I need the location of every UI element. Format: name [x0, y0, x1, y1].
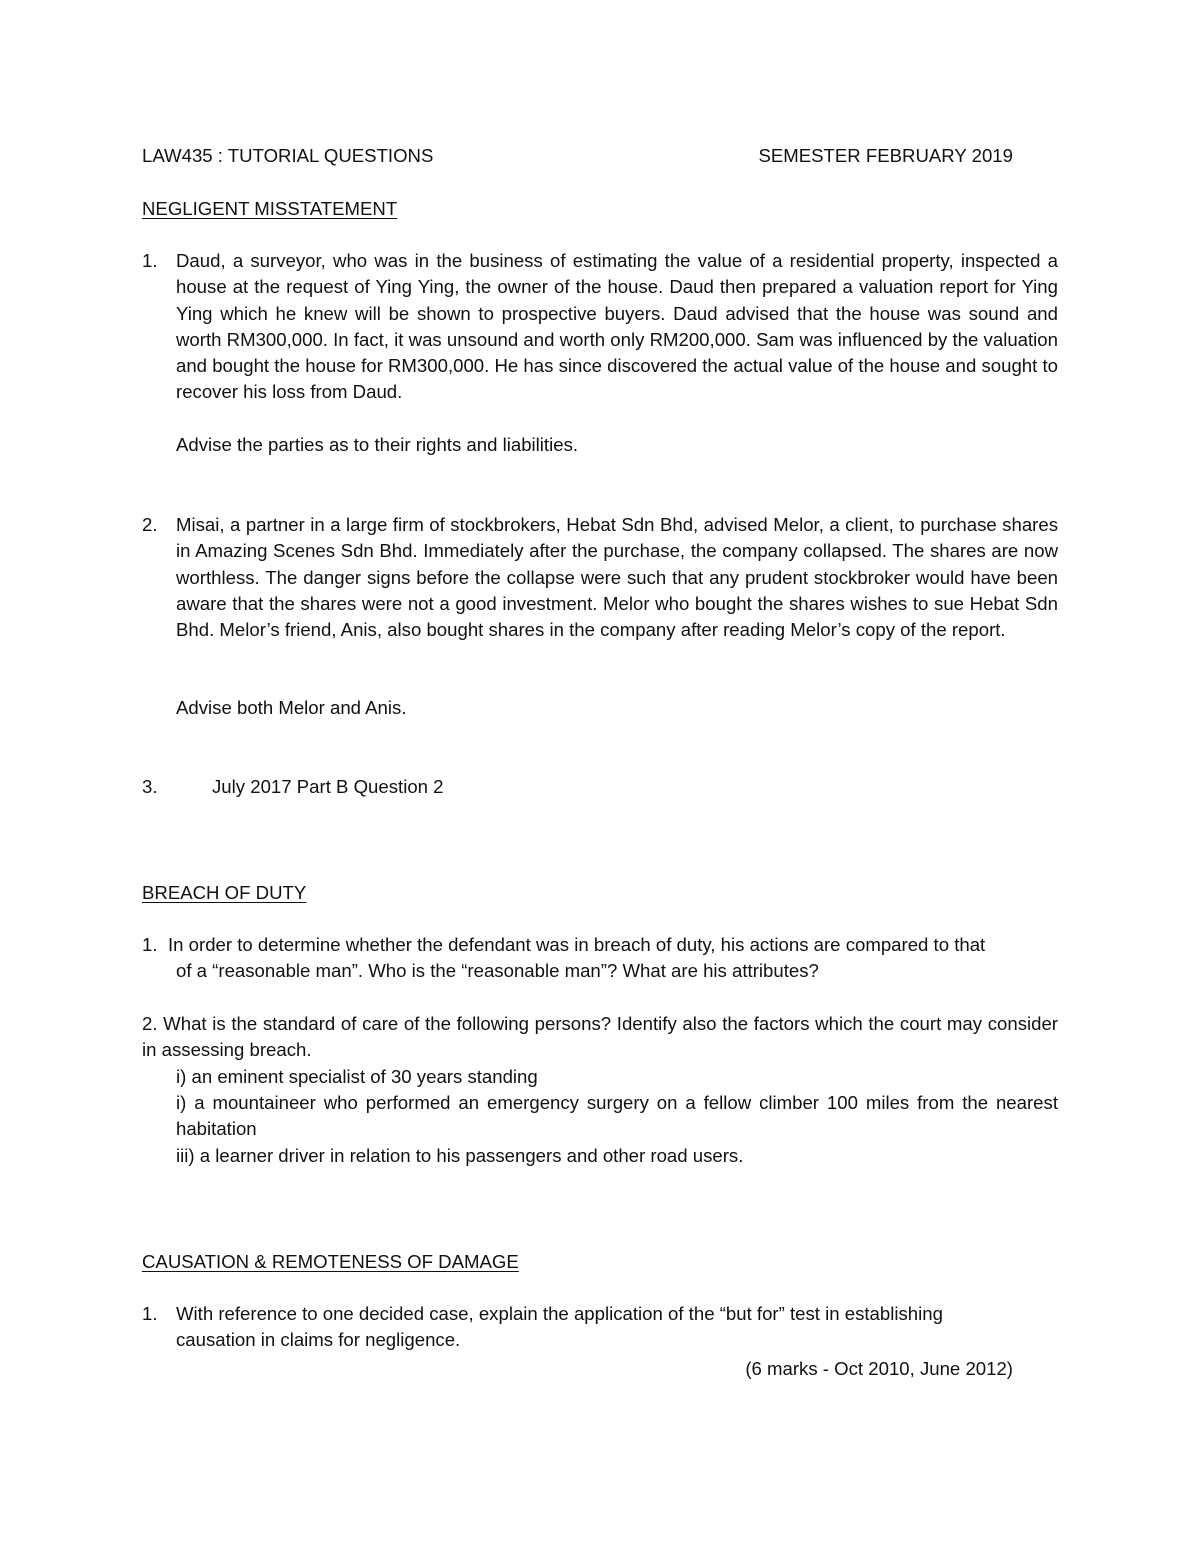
question-number: 1.	[142, 250, 158, 271]
section-heading-breach-of-duty: BREACH OF DUTY	[142, 882, 307, 903]
question-text-line: In order to determine whether the defendant was in breach of duty, his actions are compared to that	[168, 934, 986, 955]
section-heading-negligent-misstatement: NEGLIGENT MISSTATEMENT	[142, 198, 398, 219]
list-item: i) a mountaineer who performed an emergency surgery on a fellow climber 100 miles from the nearest habitation	[176, 1092, 1058, 1140]
list-item: iii) a learner driver in relation to his passengers and other road users.	[176, 1145, 744, 1166]
question-instruction: Advise both Melor and Anis.	[176, 697, 407, 718]
question-reference: July 2017 Part B Question 2	[212, 776, 444, 797]
question-text: Misai, a partner in a large firm of stockbrokers, Hebat Sdn Bhd, advised Melor, a client, to purchase shares in Amazing Scenes Sdn Bhd. Immediately after the purchase, the company collapsed. The shares are now worthless. The danger signs before the collapse were such that any prudent stockbroker would have been aware that the shares were not a good investment. Melor who bought the shares wishes to sue Hebat Sdn Bhd. Melor’s friend, Anis, also bought shares in the company after reading Melor’s copy of the report.	[176, 514, 1058, 641]
question-text: 2. What is the standard of care of the following persons? Identify also the factors which the court may consider in assessing breach.	[142, 1013, 1058, 1061]
question-instruction: Advise the parties as to their rights and liabilities.	[176, 434, 579, 455]
question-text-line: of a “reasonable man”. Who is the “reasonable man”? What are his attributes?	[176, 960, 819, 981]
question-number: 1.	[142, 1303, 158, 1324]
question-number: 2.	[142, 514, 158, 535]
marks-note: (6 marks - Oct 2010, June 2012)	[745, 1358, 1013, 1379]
course-title: LAW435 : TUTORIAL QUESTIONS	[142, 145, 434, 166]
list-item: i) an eminent specialist of 30 years standing	[176, 1066, 538, 1087]
question-number: 1.	[142, 934, 158, 955]
question-number: 3.	[142, 776, 158, 797]
section-heading-causation: CAUSATION & REMOTENESS OF DAMAGE	[142, 1251, 519, 1272]
question-text: Daud, a surveyor, who was in the business of estimating the value of a residential property, inspected a house at the request of Ying Ying, the owner of the house. Daud then prepared a valuation report for Ying Ying which he knew will be shown to prospective buyers. Daud advised that the house was sound and worth RM300,000. In fact, it was unsound and worth only RM200,000. Sam was influenced by the valuation and bought the house for RM300,000. He has since discovered the actual value of the house and sought to recover his loss from Daud.	[176, 250, 1058, 403]
semester-label: SEMESTER FEBRUARY 2019	[758, 145, 1013, 166]
question-text-line: causation in claims for negligence.	[176, 1329, 461, 1350]
question-text-line: With reference to one decided case, explain the application of the “but for” test in establishing	[176, 1303, 943, 1324]
